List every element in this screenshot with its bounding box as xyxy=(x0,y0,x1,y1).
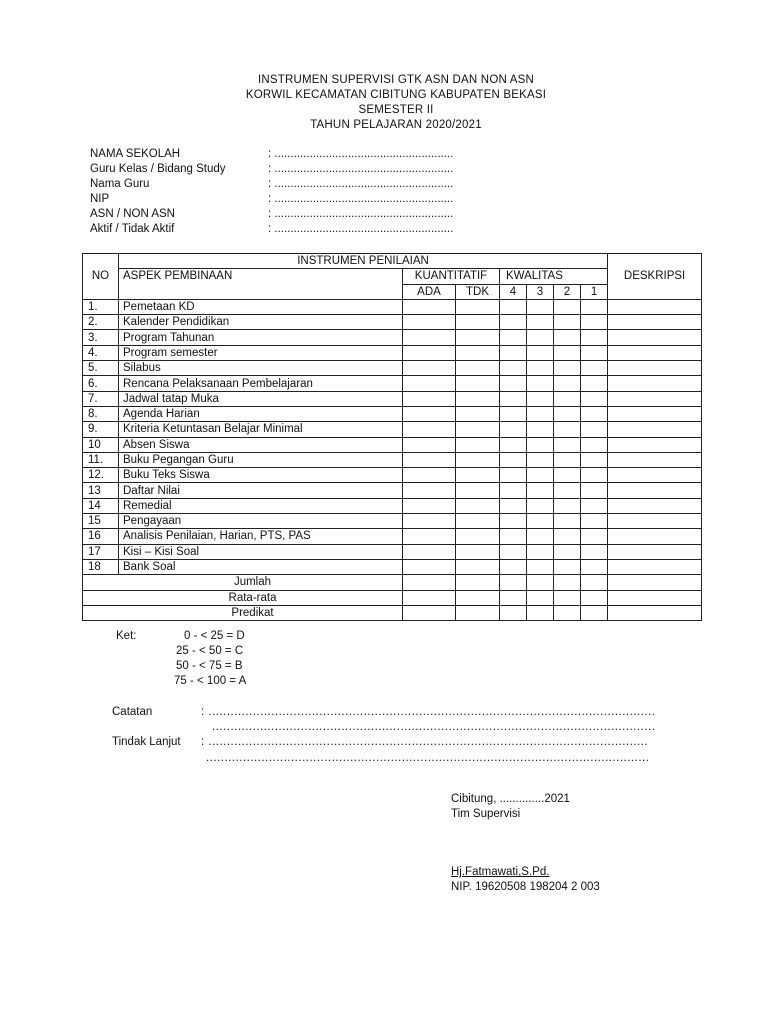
score-cell[interactable] xyxy=(500,315,527,330)
score-cell[interactable] xyxy=(500,391,527,406)
table-row xyxy=(83,498,702,513)
row-aspect: Rencana Pelaksanaan Pembelajaran xyxy=(119,376,403,391)
score-cell[interactable] xyxy=(581,299,608,314)
score-cell[interactable] xyxy=(581,529,608,544)
score-cell[interactable] xyxy=(456,544,500,559)
score-cell[interactable] xyxy=(500,361,527,376)
header-no: NO xyxy=(83,254,119,300)
row-aspect: Kriteria Ketuntasan Belajar Minimal xyxy=(119,422,403,437)
score-cell[interactable] xyxy=(554,345,581,360)
score-cell[interactable] xyxy=(527,299,554,314)
score-cell[interactable] xyxy=(608,422,702,437)
row-no: 8. xyxy=(83,406,119,421)
score-cell[interactable] xyxy=(581,422,608,437)
score-cell[interactable] xyxy=(581,437,608,452)
score-cell[interactable] xyxy=(608,483,702,498)
row-no: 10 xyxy=(83,437,119,452)
score-cell[interactable] xyxy=(527,498,554,513)
score-cell[interactable] xyxy=(500,376,527,391)
score-cell[interactable] xyxy=(554,529,581,544)
score-cell[interactable] xyxy=(456,514,500,529)
table-row xyxy=(83,559,702,574)
assessment-table xyxy=(82,253,702,621)
table-row xyxy=(83,376,702,391)
field-label-nip: NIP xyxy=(90,193,110,205)
row-aspect: Analisis Penilaian, Harian, PTS, PAS xyxy=(119,529,403,544)
score-cell[interactable] xyxy=(608,376,702,391)
score-cell[interactable] xyxy=(581,559,608,574)
score-cell[interactable] xyxy=(403,498,456,513)
row-no: 17 xyxy=(83,544,119,559)
score-cell[interactable] xyxy=(608,361,702,376)
signer-nip: NIP. 19620508 198204 2 003 xyxy=(451,881,600,893)
row-aspect: Absen Siswa xyxy=(119,437,403,452)
score-cell[interactable] xyxy=(581,315,608,330)
field-value-nama-sekolah: : ........................................................ xyxy=(268,148,454,160)
score-cell[interactable] xyxy=(500,529,527,544)
row-aspect: Bank Soal xyxy=(119,559,403,574)
summary-jumlah: Jumlah xyxy=(83,575,403,590)
score-cell[interactable] xyxy=(527,391,554,406)
score-cell[interactable] xyxy=(527,468,554,483)
table-row xyxy=(83,468,702,483)
score-cell[interactable] xyxy=(456,559,500,574)
score-cell[interactable] xyxy=(403,483,456,498)
field-label-aktif: Aktif / Tidak Aktif xyxy=(90,223,175,235)
doc-title-line1: INSTRUMEN SUPERVISI GTK ASN DAN NON ASN xyxy=(258,74,534,86)
table-row xyxy=(83,406,702,421)
score-cell[interactable] xyxy=(554,452,581,467)
score-cell[interactable] xyxy=(554,361,581,376)
score-cell[interactable] xyxy=(527,361,554,376)
row-aspect: Pemetaan KD xyxy=(119,299,403,314)
score-cell[interactable] xyxy=(527,559,554,574)
score-cell[interactable] xyxy=(456,299,500,314)
score-cell[interactable] xyxy=(581,452,608,467)
score-cell[interactable] xyxy=(554,406,581,421)
score-cell[interactable] xyxy=(581,406,608,421)
score-cell[interactable] xyxy=(456,529,500,544)
score-cell[interactable] xyxy=(527,422,554,437)
score-cell[interactable] xyxy=(403,376,456,391)
score-cell[interactable] xyxy=(500,559,527,574)
score-cell[interactable] xyxy=(527,345,554,360)
place-date: Cibitung, ..............2021 xyxy=(451,793,570,805)
table-row xyxy=(83,299,702,314)
header-score-3: 3 xyxy=(527,284,554,299)
score-cell[interactable] xyxy=(403,437,456,452)
header-instrumen: INSTRUMEN PENILAIAN xyxy=(119,254,608,269)
row-aspect: Agenda Harian xyxy=(119,406,403,421)
signer-name: Hj.Fatmawati,S.Pd. xyxy=(451,866,550,878)
catatan-line1: : ......................................................................................................................... xyxy=(201,706,656,718)
row-no: 4. xyxy=(83,345,119,360)
row-aspect: Jadwal tatap Muka xyxy=(119,391,403,406)
score-cell[interactable] xyxy=(581,330,608,345)
field-value-aktif: : ........................................................ xyxy=(268,223,454,235)
score-cell[interactable] xyxy=(554,437,581,452)
field-label-asn: ASN / NON ASN xyxy=(90,208,175,220)
row-aspect: Program semester xyxy=(119,345,403,360)
score-cell[interactable] xyxy=(403,514,456,529)
header-tdk: TDK xyxy=(456,284,500,299)
table-row xyxy=(83,529,702,544)
score-cell[interactable] xyxy=(608,345,702,360)
field-value-asn: : ........................................................ xyxy=(268,208,454,220)
score-cell[interactable] xyxy=(608,452,702,467)
score-cell[interactable] xyxy=(554,299,581,314)
score-cell[interactable] xyxy=(500,483,527,498)
score-cell[interactable] xyxy=(581,361,608,376)
score-cell[interactable] xyxy=(581,483,608,498)
header-ada: ADA xyxy=(403,284,456,299)
score-cell[interactable] xyxy=(554,514,581,529)
score-cell[interactable] xyxy=(500,422,527,437)
team-label: Tim Supervisi xyxy=(451,808,521,820)
table-row xyxy=(83,452,702,467)
score-cell[interactable] xyxy=(500,498,527,513)
score-cell[interactable] xyxy=(456,361,500,376)
field-label-guru-kelas: Guru Kelas / Bidang Study xyxy=(90,163,226,175)
table-row xyxy=(83,345,702,360)
score-cell[interactable] xyxy=(554,422,581,437)
table-row xyxy=(83,514,702,529)
doc-title-line2: KORWIL KECAMATAN CIBITUNG KABUPATEN BEKASI xyxy=(245,89,547,101)
row-no: 12. xyxy=(83,468,119,483)
table-row xyxy=(83,315,702,330)
score-cell[interactable] xyxy=(554,315,581,330)
score-cell[interactable] xyxy=(456,391,500,406)
score-cell[interactable] xyxy=(403,544,456,559)
score-cell[interactable] xyxy=(527,483,554,498)
score-cell[interactable] xyxy=(581,498,608,513)
score-cell[interactable] xyxy=(500,299,527,314)
score-cell[interactable] xyxy=(554,330,581,345)
score-cell[interactable] xyxy=(608,498,702,513)
score-cell[interactable] xyxy=(403,406,456,421)
score-cell[interactable] xyxy=(527,330,554,345)
score-cell[interactable] xyxy=(456,452,500,467)
score-cell[interactable] xyxy=(403,315,456,330)
score-cell[interactable] xyxy=(608,468,702,483)
header-kwalitas: KWALITAS xyxy=(500,269,608,284)
header-deskripsi: DESKRIPSI xyxy=(608,254,702,300)
ket-line-d: 0 - < 25 = D xyxy=(184,630,245,642)
score-cell[interactable] xyxy=(581,376,608,391)
score-cell[interactable] xyxy=(527,315,554,330)
score-cell[interactable] xyxy=(554,391,581,406)
row-no: 5. xyxy=(83,361,119,376)
row-no: 16 xyxy=(83,529,119,544)
row-no: 2. xyxy=(83,315,119,330)
score-cell[interactable] xyxy=(527,514,554,529)
score-cell[interactable] xyxy=(581,544,608,559)
score-cell[interactable] xyxy=(527,544,554,559)
score-cell[interactable] xyxy=(456,468,500,483)
row-no: 18 xyxy=(83,559,119,574)
score-cell[interactable] xyxy=(608,391,702,406)
summary-predikat: Predikat xyxy=(83,605,403,620)
score-cell[interactable] xyxy=(403,529,456,544)
score-cell[interactable] xyxy=(554,498,581,513)
score-cell[interactable] xyxy=(456,376,500,391)
row-no: 11. xyxy=(83,452,119,467)
row-no: 7. xyxy=(83,391,119,406)
score-cell[interactable] xyxy=(403,361,456,376)
header-score-2: 2 xyxy=(554,284,581,299)
score-cell[interactable] xyxy=(581,514,608,529)
header-score-1: 1 xyxy=(581,284,608,299)
table-row xyxy=(83,361,702,376)
score-cell[interactable] xyxy=(554,559,581,574)
header-score-4: 4 xyxy=(500,284,527,299)
table-row xyxy=(83,437,702,452)
ket-label: Ket: xyxy=(116,630,137,642)
score-cell[interactable] xyxy=(456,498,500,513)
row-no: 13 xyxy=(83,483,119,498)
score-cell[interactable] xyxy=(554,544,581,559)
score-cell[interactable] xyxy=(403,391,456,406)
score-cell[interactable] xyxy=(456,330,500,345)
tindak-lanjut-line2: ........................................................................................................................ xyxy=(206,752,650,764)
score-cell[interactable] xyxy=(554,376,581,391)
score-cell[interactable] xyxy=(500,468,527,483)
tindak-lanjut-label: Tindak Lanjut xyxy=(112,736,181,748)
score-cell[interactable] xyxy=(456,437,500,452)
row-aspect: Kalender Pendidikan xyxy=(119,315,403,330)
table-row xyxy=(83,544,702,559)
score-cell[interactable] xyxy=(403,345,456,360)
header-kuantitatif: KUANTITATIF xyxy=(403,269,500,284)
row-no: 15 xyxy=(83,514,119,529)
field-value-nama-guru: : ........................................................ xyxy=(268,178,454,190)
score-cell[interactable] xyxy=(500,452,527,467)
score-cell[interactable] xyxy=(403,330,456,345)
score-cell[interactable] xyxy=(403,452,456,467)
score-cell[interactable] xyxy=(500,514,527,529)
score-cell[interactable] xyxy=(527,437,554,452)
score-cell[interactable] xyxy=(527,406,554,421)
score-cell[interactable] xyxy=(500,544,527,559)
score-cell[interactable] xyxy=(608,529,702,544)
score-cell[interactable] xyxy=(608,406,702,421)
row-no: 1. xyxy=(83,299,119,314)
summary-rata-rata: Rata-rata xyxy=(83,590,403,605)
score-cell[interactable] xyxy=(500,330,527,345)
score-cell[interactable] xyxy=(581,345,608,360)
score-cell[interactable] xyxy=(527,529,554,544)
row-no: 3. xyxy=(83,330,119,345)
score-cell[interactable] xyxy=(456,315,500,330)
score-cell[interactable] xyxy=(554,468,581,483)
score-cell[interactable] xyxy=(554,483,581,498)
score-cell[interactable] xyxy=(456,422,500,437)
row-no: 6. xyxy=(83,376,119,391)
score-cell[interactable] xyxy=(608,514,702,529)
score-cell[interactable] xyxy=(581,468,608,483)
row-no: 14 xyxy=(83,498,119,513)
row-aspect: Program Tahunan xyxy=(119,330,403,345)
field-label-nama-guru: Nama Guru xyxy=(90,178,150,190)
score-cell[interactable] xyxy=(608,437,702,452)
score-cell[interactable] xyxy=(500,345,527,360)
score-cell[interactable] xyxy=(608,315,702,330)
table-row xyxy=(83,330,702,345)
score-cell[interactable] xyxy=(527,452,554,467)
score-cell[interactable] xyxy=(403,422,456,437)
ket-line-b: 50 - < 75 = B xyxy=(176,660,243,672)
row-aspect: Daftar Nilai xyxy=(119,483,403,498)
table-row xyxy=(83,483,702,498)
score-cell[interactable] xyxy=(608,544,702,559)
score-cell[interactable] xyxy=(456,406,500,421)
row-aspect: Buku Teks Siswa xyxy=(119,468,403,483)
catatan-line2: ........................................................................................................................ xyxy=(212,721,656,733)
row-aspect: Silabus xyxy=(119,361,403,376)
row-aspect: Pengayaan xyxy=(119,514,403,529)
field-label-nama-sekolah: NAMA SEKOLAH xyxy=(90,148,181,160)
doc-title-line4: TAHUN PELAJARAN 2020/2021 xyxy=(310,119,482,131)
score-cell[interactable] xyxy=(456,345,500,360)
score-cell[interactable] xyxy=(581,391,608,406)
table-row xyxy=(83,391,702,406)
ket-line-a: 75 - < 100 = A xyxy=(174,675,247,687)
field-value-nip: : ........................................................ xyxy=(268,193,454,205)
score-cell[interactable] xyxy=(403,468,456,483)
score-cell[interactable] xyxy=(527,376,554,391)
tindak-lanjut-line1: : ....................................................................................................................... xyxy=(201,736,649,748)
doc-title-line3: SEMESTER II xyxy=(358,104,434,116)
score-cell[interactable] xyxy=(456,483,500,498)
ket-line-c: 25 - < 50 = C xyxy=(176,645,244,657)
header-aspek: ASPEK PEMBINAAN xyxy=(119,269,403,300)
score-cell[interactable] xyxy=(500,437,527,452)
row-aspect: Kisi – Kisi Soal xyxy=(119,544,403,559)
field-value-guru-kelas: : ........................................................ xyxy=(268,163,454,175)
score-cell[interactable] xyxy=(608,330,702,345)
score-cell[interactable] xyxy=(608,559,702,574)
score-cell[interactable] xyxy=(403,559,456,574)
score-cell[interactable] xyxy=(500,406,527,421)
score-cell[interactable] xyxy=(608,299,702,314)
row-aspect: Buku Pegangan Guru xyxy=(119,452,403,467)
row-aspect: Remedial xyxy=(119,498,403,513)
catatan-label: Catatan xyxy=(112,706,153,718)
table-row xyxy=(83,422,702,437)
score-cell[interactable] xyxy=(403,299,456,314)
row-no: 9. xyxy=(83,422,119,437)
